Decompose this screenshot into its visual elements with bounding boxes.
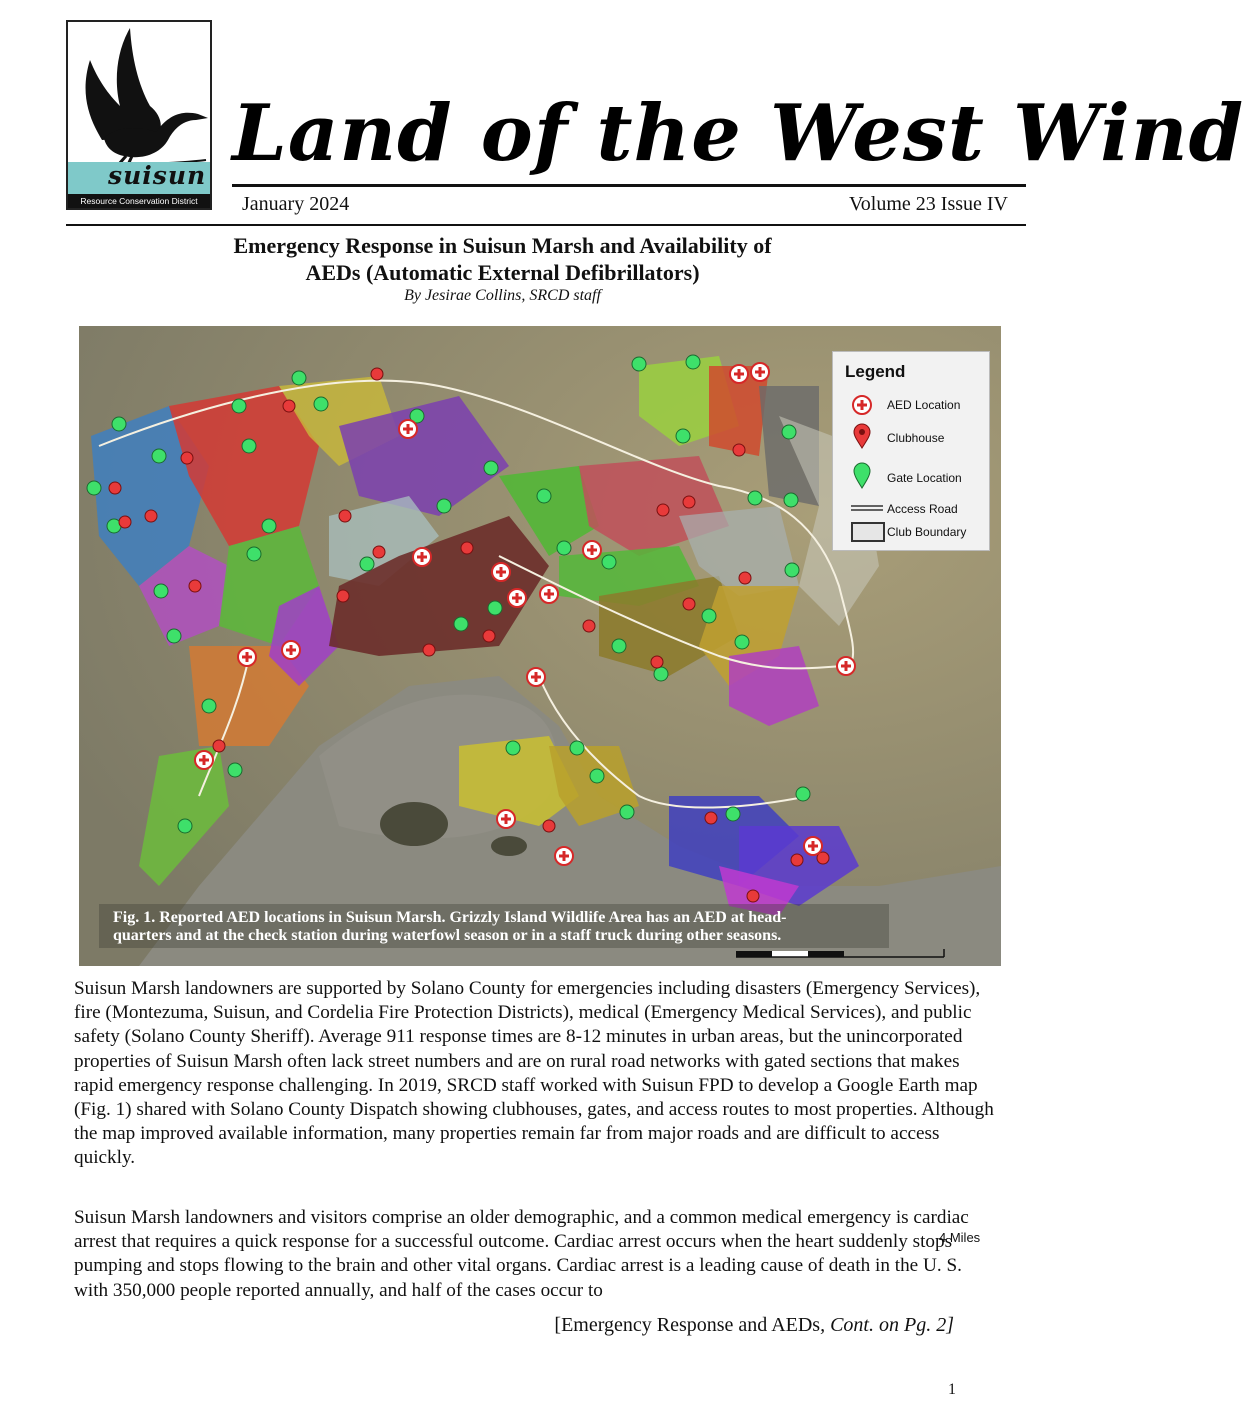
clubhouse-marker — [739, 572, 751, 584]
legend-item-access-road: Access Road — [887, 502, 958, 516]
aed-location-icon — [851, 394, 873, 416]
gate-marker — [247, 547, 261, 561]
clubhouse-marker — [373, 546, 385, 558]
clubhouse-marker — [189, 580, 201, 592]
legend-item-aed: AED Location — [887, 398, 961, 412]
gate-marker — [590, 769, 604, 783]
clubhouse-marker — [657, 504, 669, 516]
aed-marker — [497, 810, 515, 828]
gate-marker — [454, 617, 468, 631]
aed-marker — [282, 641, 300, 659]
gate-marker — [612, 639, 626, 653]
legend-item-gate: Gate Location — [887, 471, 962, 485]
gate-marker — [167, 629, 181, 643]
island — [491, 836, 527, 856]
clubhouse-marker — [213, 740, 225, 752]
page-number: 1 — [948, 1381, 956, 1398]
aed-marker — [540, 585, 558, 603]
logo-caption: Resource Conservation District — [68, 194, 210, 208]
gate-marker — [488, 601, 502, 615]
legend-title: Legend — [845, 362, 906, 381]
gate-marker — [602, 555, 616, 569]
continued-prefix: [Emergency Response and AEDs — [554, 1314, 821, 1336]
gate-marker — [784, 493, 798, 507]
clubhouse-marker — [747, 890, 759, 902]
gate-marker — [202, 699, 216, 713]
gate-marker — [360, 557, 374, 571]
gate-marker — [726, 807, 740, 821]
issue-volume: Volume 23 Issue IV — [848, 193, 1008, 215]
gate-marker — [242, 439, 256, 453]
clubhouse-marker — [283, 400, 295, 412]
clubhouse-marker — [423, 644, 435, 656]
article-byline: By Jesirae Collins, SRCD staff — [404, 287, 601, 304]
aed-marker — [555, 847, 573, 865]
gate-marker — [782, 425, 796, 439]
gate-marker — [314, 397, 328, 411]
scale-label: 4 Miles — [939, 1230, 981, 1245]
aed-marker — [238, 648, 256, 666]
continued-suffix: , Cont. on Pg. 2] — [820, 1314, 954, 1336]
gate-marker — [484, 461, 498, 475]
map-legend — [832, 351, 990, 551]
clubhouse-marker — [483, 630, 495, 642]
aed-marker — [751, 363, 769, 381]
gate-marker — [154, 584, 168, 598]
aed-marker — [583, 541, 601, 559]
clubhouse-marker — [791, 854, 803, 866]
aed-marker — [399, 420, 417, 438]
clubhouse-marker — [683, 598, 695, 610]
clubhouse-pin-icon — [851, 422, 873, 450]
gate-marker — [735, 635, 749, 649]
gate-marker — [796, 787, 810, 801]
access-road-symbol — [851, 504, 883, 512]
article-paragraph-2: Suisun Marsh landowners and visitors comprise an older demographic, and a common medical emergency is cardiac arrest that requires a quick response for a successful outcome. Cardiac arrest occurs when the heart suddenly stops pumping and stops flowing to the brain and other vital organs. Cardiac arrest is a leading cause of death in the U. S. with 350,000 people reported annually, and half of the cases occur to — [74, 1207, 969, 1301]
gate-marker — [676, 429, 690, 443]
clubhouse-marker — [145, 510, 157, 522]
gate-marker — [748, 491, 762, 505]
clubhouse-marker — [337, 590, 349, 602]
gate-marker — [557, 541, 571, 555]
clubhouse-marker — [543, 820, 555, 832]
figure-caption — [113, 909, 893, 945]
aed-marker — [837, 657, 855, 675]
logo-wordmark: suisun — [108, 161, 207, 190]
gate-marker — [112, 417, 126, 431]
aed-marker — [413, 548, 431, 566]
clubhouse-marker — [705, 812, 717, 824]
scale-bar — [736, 947, 946, 961]
aed-marker — [195, 751, 213, 769]
clubhouse-marker — [339, 510, 351, 522]
caption-line-2: quarters and at the check station during waterfowl season or in a staff truck during other seasons. — [113, 927, 782, 944]
club-boundary-symbol — [851, 522, 885, 542]
aed-marker — [730, 365, 748, 383]
clubhouse-marker — [109, 482, 121, 494]
clubhouse-marker — [733, 444, 745, 456]
gate-marker — [87, 481, 101, 495]
district-logo — [66, 20, 212, 210]
clubhouse-marker — [181, 452, 193, 464]
gate-marker — [537, 489, 551, 503]
legend-item-club-boundary: Club Boundary — [887, 525, 967, 539]
headline-line-2: AEDs (Automatic External Defibrillators) — [305, 260, 700, 285]
clubhouse-marker — [583, 620, 595, 632]
legend-item-clubhouse: Clubhouse — [887, 431, 945, 445]
caption-line-1: Fig. 1. Reported AED locations in Suisun Marsh. Grizzly Island Wildlife Area has an AED at head- — [113, 909, 787, 926]
article-headline — [0, 232, 1005, 286]
gate-marker — [632, 357, 646, 371]
clubhouse-marker — [651, 656, 663, 668]
gate-marker — [152, 449, 166, 463]
article-paragraph-1: Suisun Marsh landowners are supported by Solano County for emergencies including disasters (Emergency Services), fire (Montezuma, Suisun, and Cordelia Fire Protection Districts), medical (Emergency Medical Services), and public safety (Solano County Sheriff). Average 911 response times are 8-12 minutes in urban areas, but the unincorporated properties of Suisun Marsh often lack street numbers and are on rural road networks with gated sections that makes rapid emergency response challenging. In 2019, SRCD staff worked with Suisun FPD to develop a Google Earth map (Fig. 1) shared with Solano County Dispatch showing clubhouses, gates, and access routes to most properties. Although the map improved available information, many properties remain far from major roads and are difficult to access quickly. — [74, 978, 994, 1169]
gate-marker — [570, 741, 584, 755]
island — [380, 802, 448, 846]
gate-marker — [228, 763, 242, 777]
gate-marker — [686, 355, 700, 369]
aed-marker — [804, 837, 822, 855]
gate-marker — [785, 563, 799, 577]
gate-marker — [702, 609, 716, 623]
gate-marker — [506, 741, 520, 755]
gate-marker — [292, 371, 306, 385]
gate-marker — [232, 399, 246, 413]
clubhouse-marker — [683, 496, 695, 508]
gate-marker — [654, 667, 668, 681]
gate-marker — [262, 519, 276, 533]
masthead-rule — [232, 184, 1026, 187]
masthead-rule-bottom — [66, 224, 1026, 226]
aed-marker — [508, 589, 526, 607]
newsletter-title: Land of the West Wind — [232, 88, 1244, 179]
clubhouse-marker — [119, 516, 131, 528]
gate-marker — [178, 819, 192, 833]
continued-note — [554, 1314, 954, 1337]
gate-pin-icon — [851, 460, 873, 490]
gate-marker — [437, 499, 451, 513]
aed-marker — [527, 668, 545, 686]
headline-line-1: Emergency Response in Suisun Marsh and Availability of — [233, 233, 772, 258]
clubhouse-marker — [461, 542, 473, 554]
gate-marker — [620, 805, 634, 819]
clubhouse-marker — [371, 368, 383, 380]
aed-marker — [492, 563, 510, 581]
issue-date: January 2024 — [242, 193, 350, 215]
